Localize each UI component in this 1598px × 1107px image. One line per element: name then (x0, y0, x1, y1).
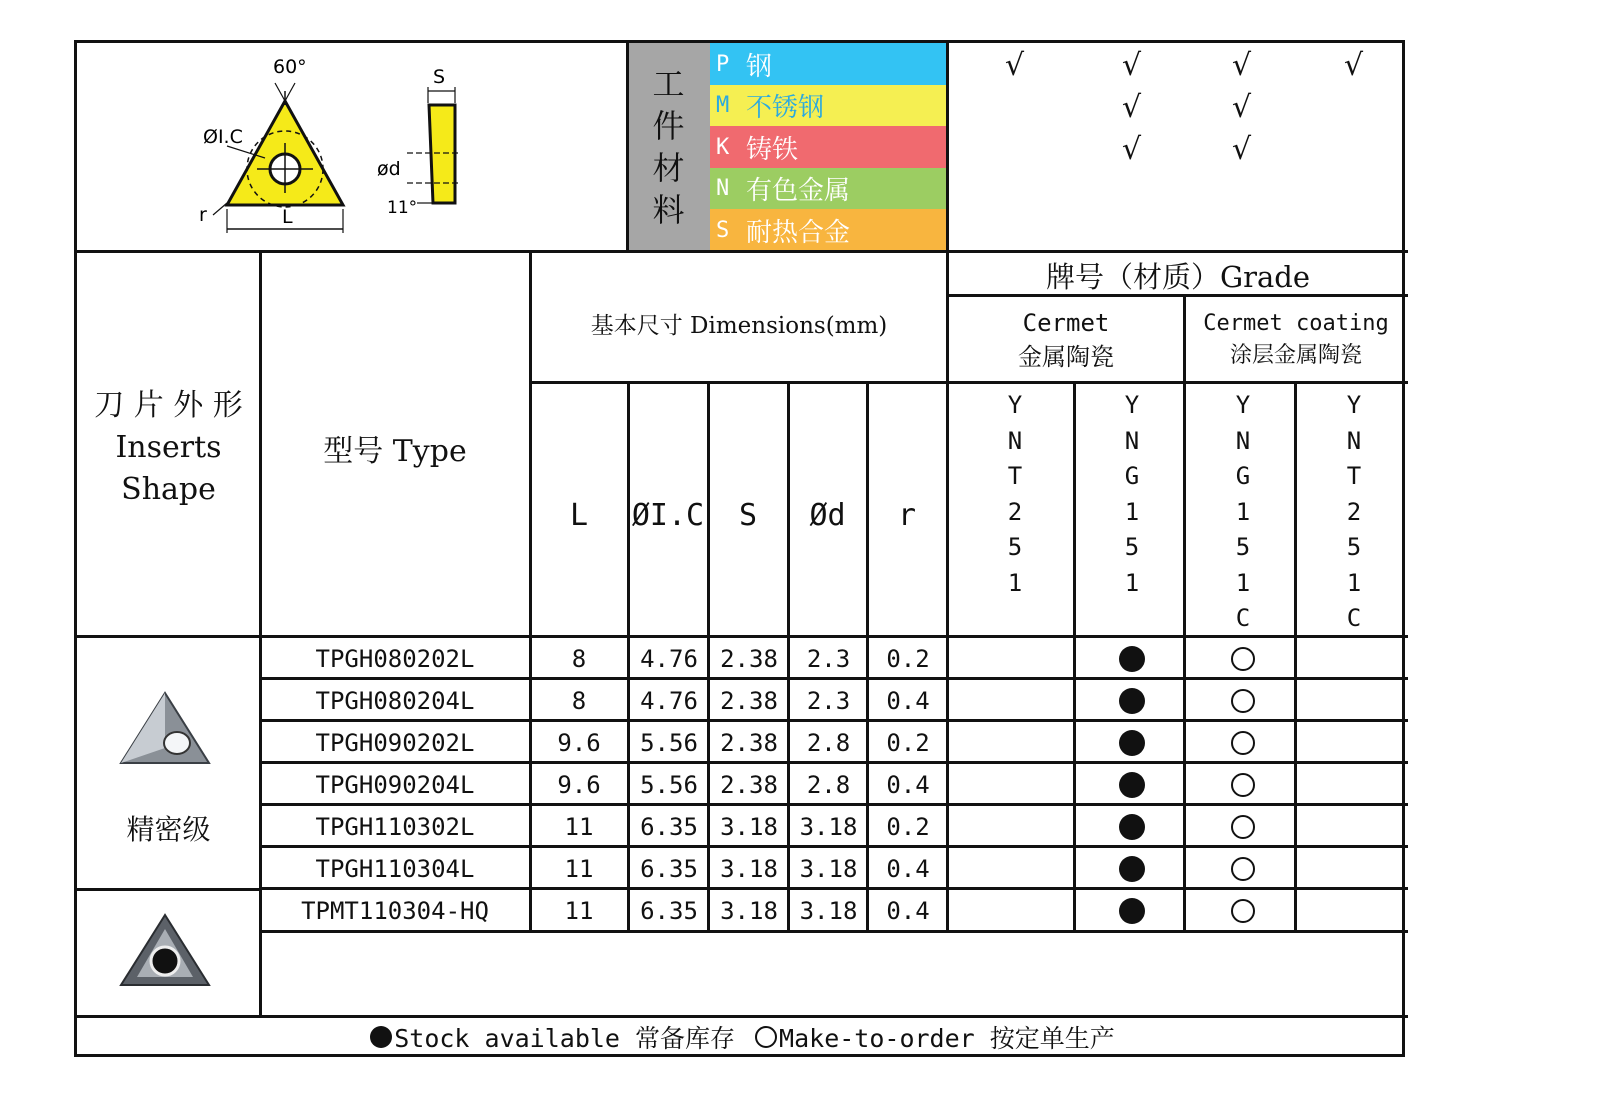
dimension-cell: 6.35 (640, 855, 698, 883)
dimension-cell: 8 (571, 687, 587, 715)
coating-en: Cermet coating (1203, 311, 1389, 336)
shape-header-line: Shape (121, 472, 216, 507)
type-cell: TPMT110304-HQ (301, 897, 489, 925)
availability-cell (1112, 764, 1152, 806)
stock-dot-icon (1119, 898, 1145, 924)
order-ring-icon (755, 1026, 777, 1048)
grade-char: 1 (1235, 568, 1251, 597)
grade-char: N (1124, 426, 1140, 455)
dimension-cell: 0.2 (886, 645, 930, 673)
material-code: N (716, 176, 730, 202)
grade-char: 5 (1124, 533, 1140, 561)
workpiece-char: 材 (652, 149, 685, 187)
grade-char: Y (1124, 391, 1140, 419)
dimension-cell: 3.18 (720, 813, 778, 841)
grid-line (260, 761, 1408, 764)
grade-char: 5 (1346, 533, 1362, 561)
grid-line (707, 383, 710, 933)
grid-line (260, 845, 1408, 848)
type-cell: TPGH080204L (315, 687, 475, 715)
availability-cell (1112, 848, 1152, 890)
material-row (710, 209, 948, 251)
grid-line (260, 803, 1408, 806)
order-ring-icon (1231, 899, 1255, 923)
grade-char: 5 (1007, 533, 1023, 561)
check-mark: √ (1232, 90, 1252, 125)
dimension-cell: 3.18 (720, 897, 778, 925)
r-label: r (199, 204, 207, 226)
order-ring-icon (1231, 815, 1255, 839)
grade-char: T (1007, 462, 1023, 490)
availability-cell (1112, 722, 1152, 764)
availability-cell (1112, 638, 1152, 680)
availability-cell (1112, 890, 1152, 932)
workpiece-char: 料 (652, 191, 685, 229)
legend-order: Make-to-order 按定单生产 (779, 1024, 1115, 1053)
dim-col-r: r (897, 497, 917, 533)
coating-cn: 涂层金属陶瓷 (1229, 343, 1362, 368)
material-name: 铸铁 (746, 134, 799, 165)
availability-cell (1223, 638, 1263, 680)
grid-line (259, 251, 262, 1017)
insert-diagram (77, 43, 627, 251)
grade-char: 2 (1346, 497, 1362, 526)
grade-char: 1 (1124, 568, 1140, 597)
cermet-header (948, 297, 1184, 383)
grade-column-label (1000, 388, 1030, 601)
material-name: 钢 (746, 51, 773, 82)
grade-char: T (1346, 462, 1362, 490)
dim-col-d: Ød (809, 497, 846, 533)
shape-header-line: 刀 片 外 形 (94, 388, 243, 423)
legend (77, 1018, 1408, 1056)
material-name: 有色金属 (746, 176, 851, 207)
dimension-cell: 2.38 (720, 687, 778, 715)
grade-char: N (1346, 426, 1362, 455)
grade-char: C (1346, 604, 1362, 632)
grid-line (260, 719, 1408, 722)
dimension-cell: 9.6 (557, 729, 601, 757)
grid-line (77, 1015, 1408, 1018)
grid-line (529, 251, 532, 933)
grade-char: 1 (1235, 497, 1251, 526)
dimension-cell: 5.56 (640, 729, 698, 757)
grade-char: 1 (1007, 568, 1023, 597)
precision-label: 精密级 (126, 813, 211, 846)
coating-header (1184, 297, 1408, 383)
workpiece-heading (627, 43, 710, 251)
material-code: S (716, 217, 730, 243)
type-cell: TPGH110302L (315, 813, 475, 841)
material-row (710, 168, 948, 210)
dimension-cell: 2.38 (720, 729, 778, 757)
cermet-cn: 金属陶瓷 (1018, 343, 1114, 371)
grade-char: Y (1235, 391, 1251, 419)
grade-header: 牌号（材质）Grade (1045, 259, 1311, 294)
material-name: 不锈钢 (746, 93, 825, 124)
availability-cell (1223, 680, 1263, 722)
grade-column-label (1117, 388, 1147, 601)
grid-line (260, 887, 1408, 890)
material-row (710, 126, 948, 168)
stock-dot-icon (1119, 856, 1145, 882)
cermet-en: Cermet (1022, 309, 1110, 337)
grid-line (77, 635, 1408, 638)
workpiece-char: 件 (652, 107, 685, 145)
check-mark: √ (1344, 48, 1364, 83)
grid-line (77, 888, 260, 891)
order-ring-icon (1231, 857, 1255, 881)
order-ring-icon (1231, 731, 1255, 755)
grade-char: 1 (1346, 568, 1362, 597)
dimension-cell: 4.76 (640, 687, 698, 715)
type-cell: TPGH090204L (315, 771, 475, 799)
dimension-cell: 9.6 (557, 771, 601, 799)
dimension-cell: 2.3 (806, 687, 851, 715)
availability-cell (1112, 680, 1152, 722)
grade-char: G (1124, 462, 1140, 490)
dimension-cell: 2.38 (720, 771, 778, 799)
grid-line (260, 677, 1408, 680)
grid-line (948, 294, 1408, 297)
grade-char: C (1235, 604, 1251, 632)
availability-cell (1223, 764, 1263, 806)
shape-header-line: Inserts (115, 430, 222, 465)
dimension-cell: 11 (564, 813, 594, 841)
inserts-shape-header (77, 383, 260, 513)
grid-line (530, 381, 1408, 384)
hq-insert-image (117, 911, 212, 991)
dimension-cell: 4.76 (640, 645, 698, 673)
availability-cell (1223, 890, 1263, 932)
dimension-cell: 6.35 (640, 813, 698, 841)
check-mark: √ (1232, 48, 1252, 83)
order-ring-icon (1231, 773, 1255, 797)
grid-line (260, 930, 1408, 933)
dimension-cell: 3.18 (720, 855, 778, 883)
dimension-cell: 8 (571, 645, 587, 673)
dimension-cell: 0.2 (886, 729, 930, 757)
grid-line (866, 383, 869, 933)
dimension-cell: 3.18 (799, 813, 858, 841)
dimension-cell: 2.8 (806, 729, 851, 757)
stock-dot-icon (1119, 646, 1145, 672)
material-name: 耐热合金 (746, 217, 851, 248)
order-ring-icon (1231, 689, 1255, 713)
grade-column-label (1339, 388, 1369, 637)
type-cell: TPGH090202L (315, 729, 475, 757)
dimension-cell: 2.38 (720, 645, 778, 673)
grid-line (627, 383, 630, 933)
material-row (710, 85, 948, 127)
grid-line (77, 250, 1408, 253)
check-mark: √ (1232, 132, 1252, 167)
availability-cell (1223, 722, 1263, 764)
material-code: K (716, 134, 730, 160)
insert-spec-table (74, 40, 1405, 1057)
grade-char: Y (1346, 391, 1362, 419)
workpiece-char: 工 (652, 65, 685, 103)
type-cell: TPGH080202L (315, 645, 475, 673)
stock-dot-icon (370, 1026, 392, 1048)
dimension-cell: 5.56 (640, 771, 698, 799)
ic-label: ØI.C (203, 126, 243, 148)
dimension-cell: 2.3 (806, 645, 851, 673)
dimension-cell: 11 (564, 855, 594, 883)
dim-col-ic: ØI.C (631, 497, 705, 533)
material-code: M (716, 93, 730, 119)
grade-column-label (1228, 388, 1258, 637)
dim-col-s: S (738, 497, 758, 533)
check-mark: √ (1122, 132, 1142, 167)
dimension-cell: 11 (564, 897, 594, 925)
grid-line (787, 383, 790, 933)
stock-dot-icon (1119, 772, 1145, 798)
grid-line (1073, 383, 1076, 933)
grid-line (1294, 383, 1297, 933)
availability-cell (1223, 848, 1263, 890)
grade-char: 1 (1124, 497, 1140, 526)
order-ring-icon (1231, 647, 1255, 671)
angle-label: 60° (273, 56, 307, 78)
dimension-cell: 3.18 (799, 897, 858, 925)
clearance-label: 11° (387, 198, 418, 218)
s-label: S (433, 66, 446, 88)
grade-char: 2 (1007, 497, 1023, 526)
grid-line (1183, 294, 1186, 933)
l-label: L (282, 206, 293, 228)
grid-line (946, 43, 949, 635)
dimensions-header: 基本尺寸 Dimensions(mm) (590, 312, 888, 339)
stock-dot-icon (1119, 688, 1145, 714)
dimension-cell: 0.4 (886, 687, 930, 715)
grid-line (626, 43, 629, 251)
dimension-cell: 0.2 (886, 813, 930, 841)
stock-dot-icon (1119, 730, 1145, 756)
dimension-cell: 0.4 (886, 897, 930, 925)
grade-char: Y (1007, 391, 1023, 419)
material-code: P (716, 51, 730, 77)
dimension-cell: 0.4 (886, 771, 930, 799)
dim-col-l: L (569, 497, 589, 533)
check-mark: √ (1005, 48, 1025, 83)
legend-stock: Stock available 常备库存 (394, 1024, 736, 1053)
type-header: 型号 Type (323, 434, 467, 469)
check-mark: √ (1122, 90, 1142, 125)
dimension-cell: 3.18 (799, 855, 858, 883)
type-cell: TPGH110304L (315, 855, 475, 883)
check-mark: √ (1122, 48, 1142, 83)
dimension-cell: 2.8 (806, 771, 851, 799)
dimension-cell: 6.35 (640, 897, 698, 925)
dimension-cell: 0.4 (886, 855, 930, 883)
side-view-drawing (429, 105, 455, 203)
d-label: ød (377, 158, 401, 180)
grade-char: N (1235, 426, 1251, 455)
grade-char: 5 (1235, 533, 1251, 561)
material-row (710, 43, 948, 85)
availability-cell (1223, 806, 1263, 848)
availability-cell (1112, 806, 1152, 848)
grade-char: N (1007, 426, 1023, 455)
stock-dot-icon (1119, 814, 1145, 840)
grade-char: G (1235, 462, 1251, 490)
precision-insert-image (117, 688, 212, 768)
